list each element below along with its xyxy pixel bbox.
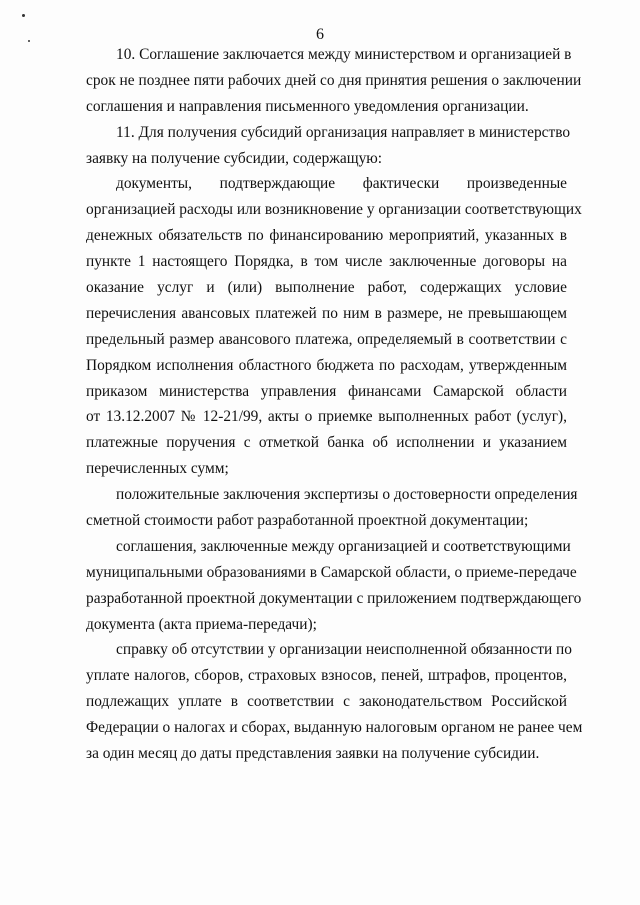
text-line: приказом министерства управления финансами Самарской области xyxy=(86,382,567,400)
text-line: Федерации о налогах и сборах, выданную налоговым органом не ранее чем xyxy=(86,719,583,737)
text-line: уплате налогов, сборов, страховых взносов, пеней, штрафов, процентов, xyxy=(86,667,567,685)
text-line: пункте 1 настоящего Порядка, в том числе заключенные договоры на xyxy=(86,253,567,271)
text-line: справку об отсутствии у организации неисполненной обязанности по xyxy=(116,641,572,659)
text-line: положительные заключения экспертизы о достоверности определения xyxy=(116,486,578,504)
text-line: 11. Для получения субсидий организация направляет в министерство xyxy=(116,123,571,141)
text-line: 10. Соглашение заключается между министерством и организацией в xyxy=(116,46,572,63)
text-line: за один месяц до даты представления заявки на получение субсидии. xyxy=(86,745,540,763)
text-line: муниципальными образованиями в Самарской области, о приеме-передаче xyxy=(86,563,577,581)
document-body xyxy=(86,42,583,767)
paragraph xyxy=(86,534,582,638)
text-line: оказание услуг и (или) выполнение работ, содержащих условие xyxy=(86,279,567,297)
text-line: срок не позднее пяти рабочих дней со дня принятия решения о заключении xyxy=(86,71,582,89)
text-line: соглашения, заключенные между организацией и соответствующими xyxy=(116,537,571,555)
text-line: перечисленных сумм; xyxy=(86,460,229,478)
text-line: подлежащих уплате в соответствии с законодательством Российской xyxy=(86,693,567,711)
text-line: предельный размер авансового платежа, определяемый в соответствии с xyxy=(86,330,567,348)
text-line: разработанной проектной документации с приложением подтверждающего xyxy=(86,589,582,607)
text-line: платежные поручения с отметкой банка об исполнении и указанием xyxy=(86,434,567,452)
paragraph xyxy=(86,171,582,482)
paragraph xyxy=(86,120,571,172)
paragraph xyxy=(86,637,583,766)
text-line: сметной стоимости работ разработанной проектной документации; xyxy=(86,512,529,530)
text-line: от 13.12.2007 № 12-21/99, акты о приемке выполненных работ (услуг), xyxy=(86,408,567,426)
paragraph xyxy=(86,42,582,120)
text-line: заявку на получение субсидии, содержащую: xyxy=(86,149,383,167)
paragraph xyxy=(86,482,578,534)
text-line: перечисления авансовых платежей по ним в размере, не превышающем xyxy=(86,304,567,322)
text-line: соглашения и направления письменного уведомления организации. xyxy=(86,97,529,115)
scan-speck xyxy=(22,14,25,17)
text-line: документа (акта приема-передачи); xyxy=(86,615,317,633)
text-line: организацией расходы или возникновение у организации соответствующих xyxy=(86,201,582,219)
text-line: Порядком исполнения областного бюджета по расходам, утвержденным xyxy=(86,356,567,374)
page-number: 6 xyxy=(316,26,324,43)
text-line: документы, подтверждающие фактически произведенные xyxy=(116,175,567,193)
text-line: денежных обязательств по финансированию мероприятий, указанных в xyxy=(86,227,567,245)
